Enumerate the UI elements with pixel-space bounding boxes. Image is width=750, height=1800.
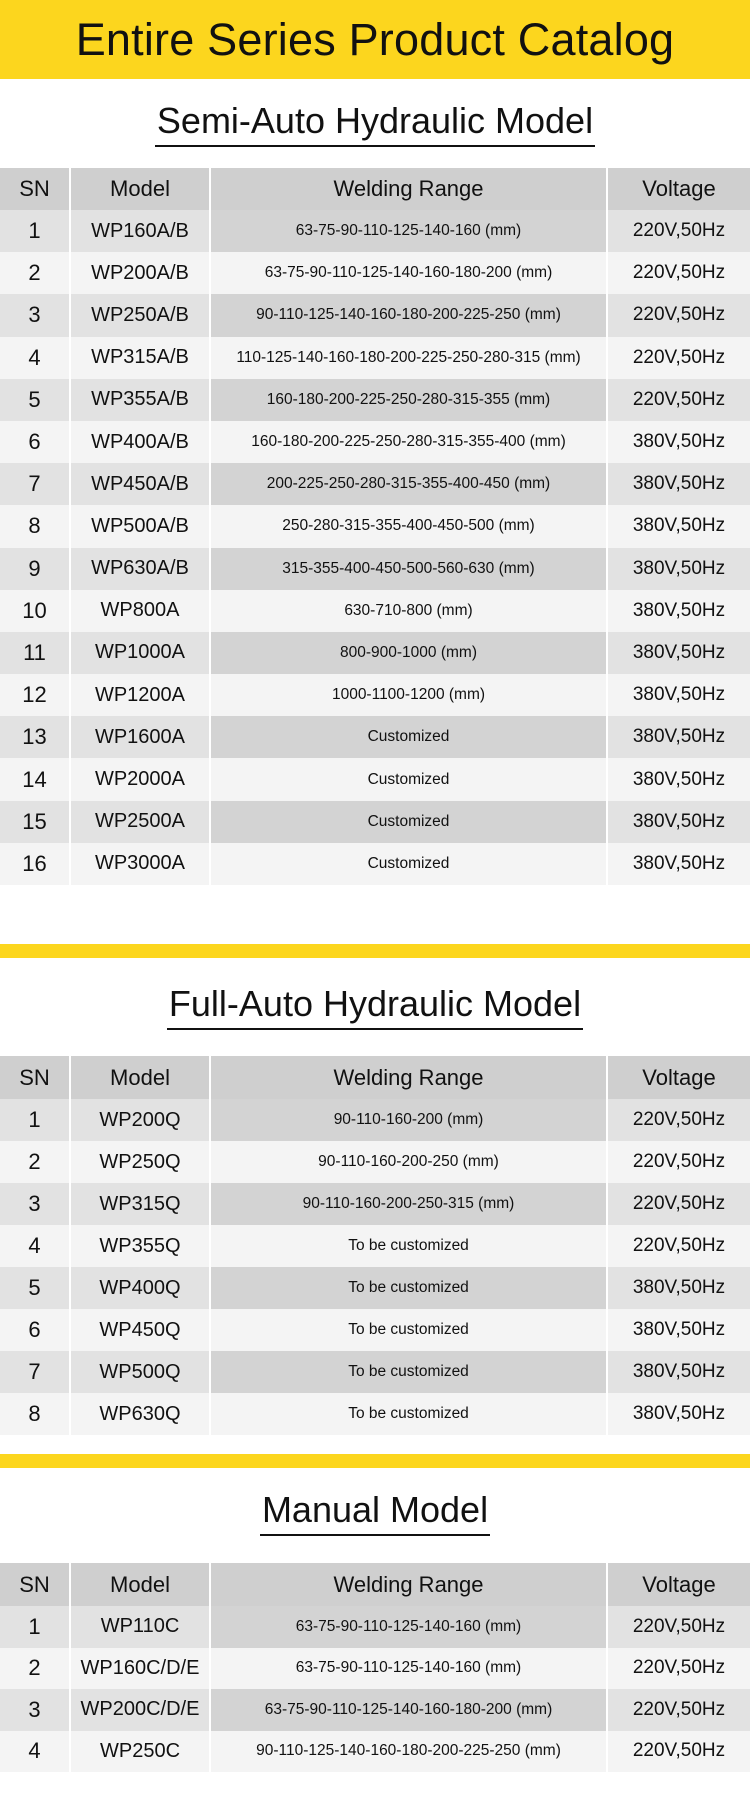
cell-welding-range: Customized <box>210 843 607 885</box>
table-row <box>0 1393 750 1435</box>
cell-voltage: 220V,50Hz <box>607 379 750 421</box>
manual-section-title <box>0 1489 750 1536</box>
cell-voltage: 380V,50Hz <box>607 421 750 463</box>
catalog-banner <box>0 0 750 79</box>
cell-model: WP400Q <box>70 1267 210 1309</box>
cell-sn: 1 <box>0 210 70 252</box>
cell-welding-range: 90-110-160-200-250 (mm) <box>210 1141 607 1183</box>
cell-voltage: 220V,50Hz <box>607 1183 750 1225</box>
cell-model: WP315Q <box>70 1183 210 1225</box>
cell-welding-range: 63-75-90-110-125-140-160 (mm) <box>210 210 607 252</box>
cell-model: WP315A/B <box>70 337 210 379</box>
cell-voltage: 380V,50Hz <box>607 1267 750 1309</box>
table-header-row <box>0 168 750 210</box>
cell-voltage: 380V,50Hz <box>607 632 750 674</box>
cell-welding-range: 160-180-200-225-250-280-315-355-400 (mm) <box>210 421 607 463</box>
cell-voltage: 380V,50Hz <box>607 505 750 547</box>
table-row <box>0 1648 750 1690</box>
cell-sn: 6 <box>0 421 70 463</box>
table-row <box>0 1225 750 1267</box>
cell-model: WP250A/B <box>70 294 210 336</box>
full-auto-table <box>0 1056 750 1435</box>
cell-sn: 9 <box>0 548 70 590</box>
header-sn: SN <box>0 1563 70 1606</box>
semi-auto-table <box>0 168 750 885</box>
table-row <box>0 1141 750 1183</box>
cell-voltage: 380V,50Hz <box>607 716 750 758</box>
cell-welding-range: 90-110-160-200 (mm) <box>210 1099 607 1141</box>
cell-voltage: 220V,50Hz <box>607 1648 750 1690</box>
cell-model: WP500Q <box>70 1351 210 1393</box>
cell-welding-range: 160-180-200-225-250-280-315-355 (mm) <box>210 379 607 421</box>
table-header-row <box>0 1056 750 1099</box>
cell-welding-range: Customized <box>210 758 607 800</box>
header-voltage: Voltage <box>607 1056 750 1099</box>
cell-model: WP160A/B <box>70 210 210 252</box>
cell-sn: 7 <box>0 1351 70 1393</box>
cell-voltage: 380V,50Hz <box>607 843 750 885</box>
header-sn: SN <box>0 168 70 210</box>
cell-sn: 3 <box>0 1689 70 1731</box>
table-row <box>0 1606 750 1648</box>
table-row <box>0 716 750 758</box>
cell-voltage: 220V,50Hz <box>607 1606 750 1648</box>
cell-voltage: 380V,50Hz <box>607 1351 750 1393</box>
section-divider-2 <box>0 1454 750 1468</box>
manual-table <box>0 1563 750 1772</box>
cell-voltage: 220V,50Hz <box>607 337 750 379</box>
header-welding-range: Welding Range <box>210 168 607 210</box>
cell-model: WP450A/B <box>70 463 210 505</box>
cell-sn: 1 <box>0 1606 70 1648</box>
cell-sn: 6 <box>0 1309 70 1351</box>
cell-voltage: 220V,50Hz <box>607 252 750 294</box>
catalog-title: Entire Series Product Catalog <box>75 13 675 65</box>
cell-welding-range: 250-280-315-355-400-450-500 (mm) <box>210 505 607 547</box>
cell-welding-range: 110-125-140-160-180-200-225-250-280-315 (mm) <box>210 337 607 379</box>
cell-welding-range: 63-75-90-110-125-140-160 (mm) <box>210 1606 607 1648</box>
cell-sn: 3 <box>0 294 70 336</box>
table-row <box>0 1267 750 1309</box>
cell-model: WP3000A <box>70 843 210 885</box>
cell-model: WP200Q <box>70 1099 210 1141</box>
cell-model: WP110C <box>70 1606 210 1648</box>
cell-sn: 8 <box>0 505 70 547</box>
table-row <box>0 1183 750 1225</box>
table-row <box>0 674 750 716</box>
cell-sn: 2 <box>0 1141 70 1183</box>
table-row <box>0 463 750 505</box>
cell-sn: 2 <box>0 1648 70 1690</box>
cell-voltage: 220V,50Hz <box>607 294 750 336</box>
cell-model: WP200A/B <box>70 252 210 294</box>
cell-model: WP450Q <box>70 1309 210 1351</box>
header-welding-range: Welding Range <box>210 1056 607 1099</box>
cell-welding-range: 1000-1100-1200 (mm) <box>210 674 607 716</box>
cell-voltage: 220V,50Hz <box>607 1225 750 1267</box>
cell-welding-range: 800-900-1000 (mm) <box>210 632 607 674</box>
cell-voltage: 220V,50Hz <box>607 210 750 252</box>
cell-sn: 2 <box>0 252 70 294</box>
cell-voltage: 380V,50Hz <box>607 674 750 716</box>
table-row <box>0 590 750 632</box>
cell-welding-range: 200-225-250-280-315-355-400-450 (mm) <box>210 463 607 505</box>
header-model: Model <box>70 1563 210 1606</box>
cell-sn: 1 <box>0 1099 70 1141</box>
header-voltage: Voltage <box>607 1563 750 1606</box>
table-row <box>0 505 750 547</box>
semi-auto-section-title <box>0 100 750 147</box>
cell-voltage: 380V,50Hz <box>607 801 750 843</box>
cell-welding-range: 63-75-90-110-125-140-160 (mm) <box>210 1648 607 1690</box>
cell-sn: 14 <box>0 758 70 800</box>
cell-welding-range: 315-355-400-450-500-560-630 (mm) <box>210 548 607 590</box>
cell-model: WP1600A <box>70 716 210 758</box>
cell-sn: 3 <box>0 1183 70 1225</box>
cell-model: WP250Q <box>70 1141 210 1183</box>
cell-sn: 16 <box>0 843 70 885</box>
cell-sn: 11 <box>0 632 70 674</box>
header-voltage: Voltage <box>607 168 750 210</box>
cell-welding-range: Customized <box>210 801 607 843</box>
table-row <box>0 1309 750 1351</box>
table-row <box>0 1099 750 1141</box>
cell-welding-range: To be customized <box>210 1267 607 1309</box>
cell-model: WP400A/B <box>70 421 210 463</box>
cell-voltage: 220V,50Hz <box>607 1099 750 1141</box>
cell-welding-range: Customized <box>210 716 607 758</box>
cell-sn: 5 <box>0 379 70 421</box>
table-row <box>0 843 750 885</box>
cell-sn: 5 <box>0 1267 70 1309</box>
cell-welding-range: 90-110-160-200-250-315 (mm) <box>210 1183 607 1225</box>
cell-sn: 10 <box>0 590 70 632</box>
cell-sn: 13 <box>0 716 70 758</box>
cell-sn: 4 <box>0 337 70 379</box>
cell-voltage: 380V,50Hz <box>607 758 750 800</box>
manual-title-text: Manual Model <box>260 1489 490 1536</box>
cell-welding-range: To be customized <box>210 1225 607 1267</box>
cell-model: WP630Q <box>70 1393 210 1435</box>
table-row <box>0 1351 750 1393</box>
cell-voltage: 380V,50Hz <box>607 548 750 590</box>
cell-model: WP800A <box>70 590 210 632</box>
cell-voltage: 380V,50Hz <box>607 1309 750 1351</box>
full-auto-section-title <box>0 983 750 1030</box>
cell-model: WP2000A <box>70 758 210 800</box>
table-row <box>0 1731 750 1773</box>
cell-voltage: 220V,50Hz <box>607 1689 750 1731</box>
cell-sn: 4 <box>0 1225 70 1267</box>
table-row <box>0 758 750 800</box>
table-row <box>0 801 750 843</box>
cell-sn: 8 <box>0 1393 70 1435</box>
cell-welding-range: To be customized <box>210 1309 607 1351</box>
cell-model: WP1200A <box>70 674 210 716</box>
cell-model: WP355A/B <box>70 379 210 421</box>
cell-sn: 7 <box>0 463 70 505</box>
table-row <box>0 210 750 252</box>
cell-welding-range: 63-75-90-110-125-140-160-180-200 (mm) <box>210 252 607 294</box>
cell-sn: 15 <box>0 801 70 843</box>
cell-welding-range: To be customized <box>210 1351 607 1393</box>
table-row <box>0 632 750 674</box>
cell-voltage: 220V,50Hz <box>607 1141 750 1183</box>
cell-model: WP1000A <box>70 632 210 674</box>
table-row <box>0 1689 750 1731</box>
table-row <box>0 337 750 379</box>
full-auto-title-text: Full-Auto Hydraulic Model <box>167 983 583 1030</box>
cell-voltage: 220V,50Hz <box>607 1731 750 1773</box>
cell-welding-range: 90-110-125-140-160-180-200-225-250 (mm) <box>210 294 607 336</box>
table-row <box>0 252 750 294</box>
cell-welding-range: 63-75-90-110-125-140-160-180-200 (mm) <box>210 1689 607 1731</box>
table-row <box>0 548 750 590</box>
header-sn: SN <box>0 1056 70 1099</box>
cell-sn: 4 <box>0 1731 70 1773</box>
table-row <box>0 379 750 421</box>
section-divider-1 <box>0 944 750 958</box>
header-welding-range: Welding Range <box>210 1563 607 1606</box>
cell-model: WP630A/B <box>70 548 210 590</box>
cell-welding-range: 90-110-125-140-160-180-200-225-250 (mm) <box>210 1731 607 1773</box>
cell-model: WP500A/B <box>70 505 210 547</box>
cell-model: WP355Q <box>70 1225 210 1267</box>
cell-model: WP2500A <box>70 801 210 843</box>
cell-model: WP160C/D/E <box>70 1648 210 1690</box>
cell-sn: 12 <box>0 674 70 716</box>
semi-auto-title-text: Semi-Auto Hydraulic Model <box>155 100 595 147</box>
header-model: Model <box>70 168 210 210</box>
header-model: Model <box>70 1056 210 1099</box>
cell-voltage: 380V,50Hz <box>607 590 750 632</box>
table-row <box>0 421 750 463</box>
table-row <box>0 294 750 336</box>
cell-welding-range: 630-710-800 (mm) <box>210 590 607 632</box>
cell-voltage: 380V,50Hz <box>607 463 750 505</box>
cell-voltage: 380V,50Hz <box>607 1393 750 1435</box>
cell-welding-range: To be customized <box>210 1393 607 1435</box>
cell-model: WP250C <box>70 1731 210 1773</box>
cell-model: WP200C/D/E <box>70 1689 210 1731</box>
table-header-row <box>0 1563 750 1606</box>
